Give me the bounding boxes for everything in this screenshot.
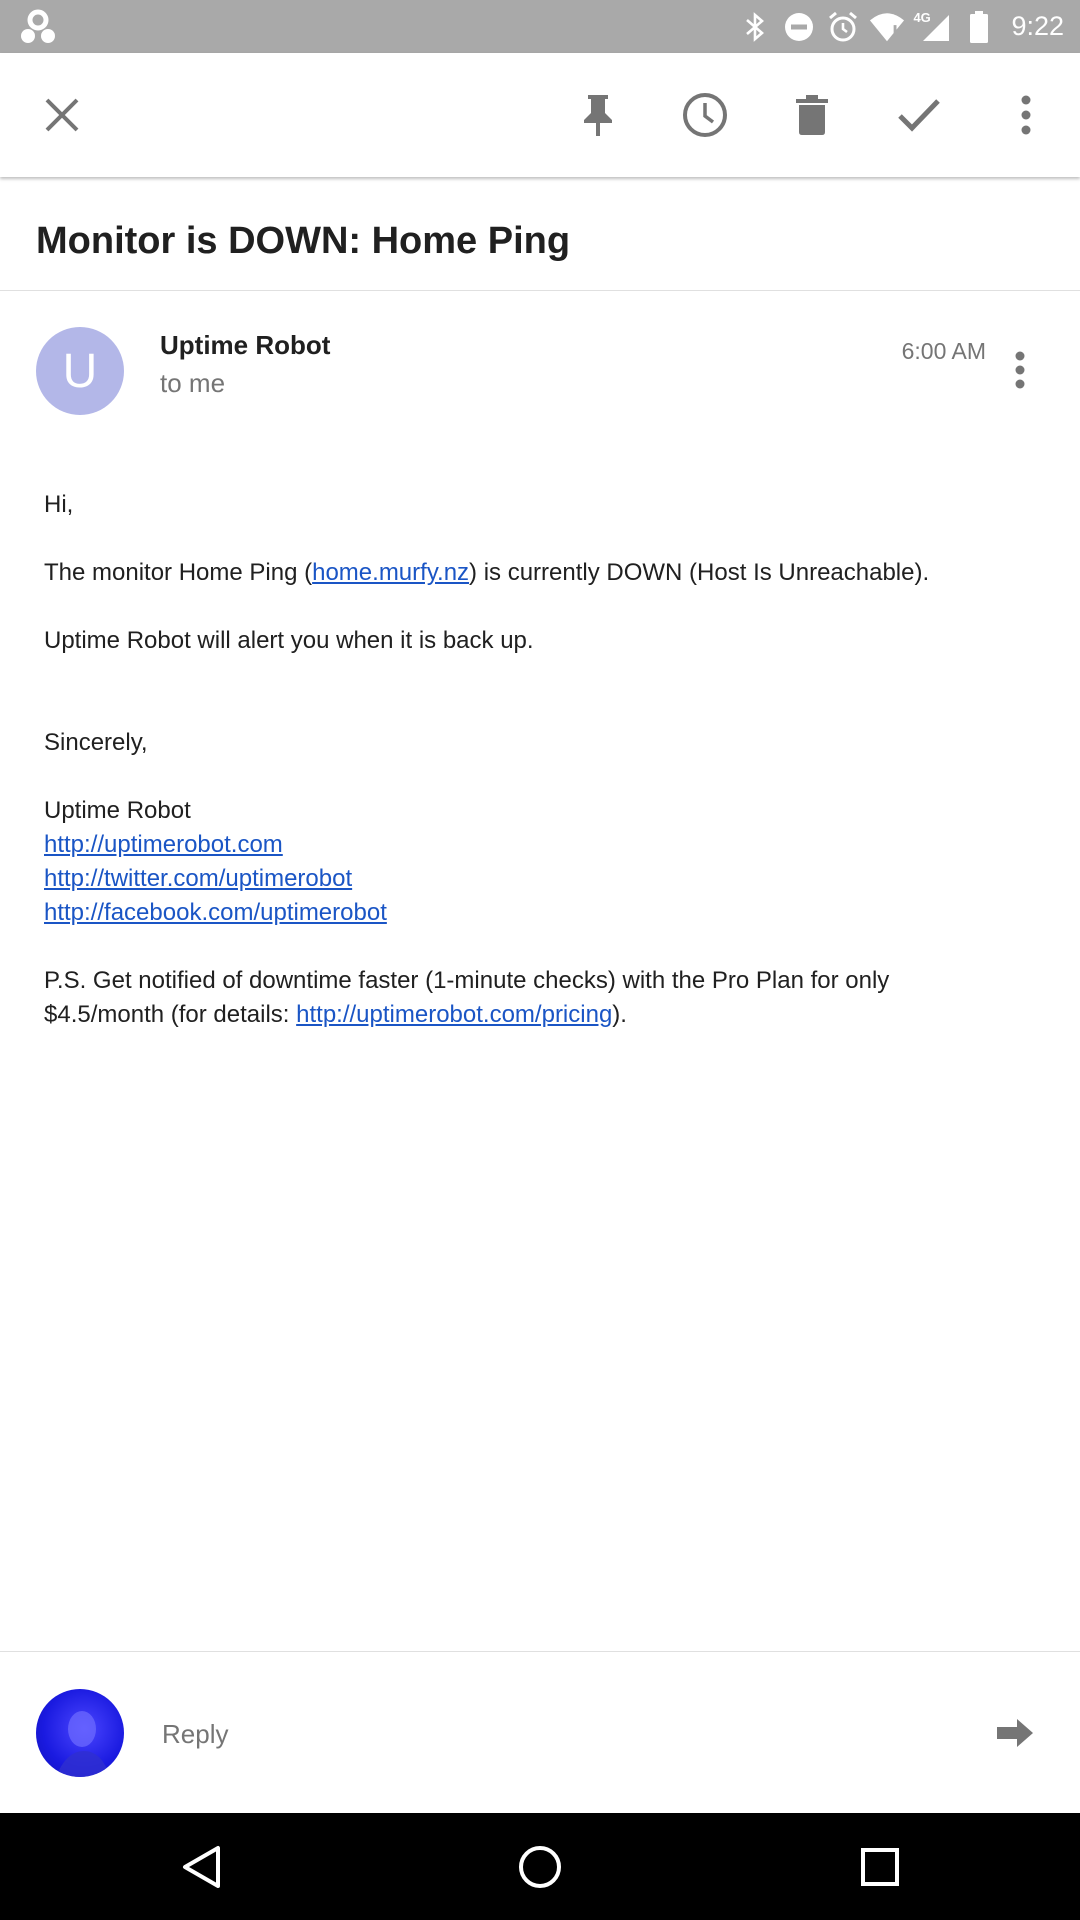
delete-button[interactable] bbox=[780, 83, 844, 147]
delete-icon bbox=[794, 94, 830, 136]
system-nav-bar bbox=[0, 1813, 1080, 1920]
facebook-link[interactable]: http://facebook.com/uptimerobot bbox=[44, 899, 387, 926]
close-icon bbox=[44, 97, 80, 133]
ps-line-1: P.S. Get notified of downtime faster (1-minute checks) with the Pro Plan for only bbox=[44, 967, 890, 994]
recipient-label[interactable]: to me bbox=[160, 368, 226, 398]
ps-line-2 bbox=[44, 998, 1044, 1032]
sender-avatar[interactable]: U bbox=[36, 327, 124, 415]
battery-icon bbox=[961, 9, 997, 45]
status-line-suffix: ) is currently DOWN (Host Is Unreachable). bbox=[469, 559, 930, 586]
status-bar bbox=[0, 0, 1080, 53]
website-link[interactable]: http://uptimerobot.com bbox=[44, 831, 283, 858]
nav-home-button[interactable] bbox=[510, 1837, 570, 1897]
more-vert-icon bbox=[1014, 351, 1026, 389]
mark-done-button[interactable] bbox=[887, 83, 951, 147]
email-body bbox=[44, 488, 1044, 1032]
email-subject: Monitor is DOWN: Home Ping bbox=[36, 220, 571, 262]
status-line-prefix: The monitor Home Ping ( bbox=[44, 559, 313, 586]
alert-line: Uptime Robot will alert you when it is back up. bbox=[44, 627, 534, 654]
snooze-clock-icon bbox=[682, 92, 728, 138]
closing: Sincerely, bbox=[44, 729, 148, 756]
snooze-button[interactable] bbox=[673, 83, 737, 147]
close-button[interactable] bbox=[30, 83, 94, 147]
reply-bar bbox=[0, 1651, 1080, 1814]
more-options-button[interactable] bbox=[994, 83, 1058, 147]
app-notification-icon bbox=[18, 8, 58, 46]
monitor-host-link[interactable]: home.murfy.nz bbox=[312, 559, 470, 586]
greeting: Hi, bbox=[44, 491, 74, 518]
home-circle-icon bbox=[517, 1844, 563, 1890]
done-check-icon bbox=[897, 97, 941, 133]
twitter-link[interactable]: http://twitter.com/uptimerobot bbox=[44, 865, 353, 892]
alarm-icon bbox=[825, 9, 861, 45]
ps-line-2-prefix: $4.5/month (for details: bbox=[44, 1001, 297, 1028]
pricing-link[interactable]: http://uptimerobot.com/pricing bbox=[296, 1001, 613, 1028]
signature-name: Uptime Robot bbox=[44, 797, 191, 824]
status-clock: 9:22 bbox=[1011, 11, 1064, 41]
reply-input[interactable] bbox=[160, 1708, 924, 1760]
send-reply-button[interactable] bbox=[990, 1708, 1040, 1758]
do-not-disturb-icon bbox=[781, 9, 817, 45]
more-vert-icon bbox=[1020, 95, 1032, 135]
nav-recents-button[interactable] bbox=[850, 1837, 910, 1897]
recents-square-icon bbox=[860, 1847, 900, 1887]
network-type-label: 4G bbox=[913, 9, 931, 25]
pin-button[interactable] bbox=[566, 83, 630, 147]
sender-name[interactable]: Uptime Robot bbox=[160, 330, 331, 360]
subject-row bbox=[0, 180, 1080, 291]
status-line bbox=[44, 556, 1044, 590]
top-toolbar bbox=[0, 53, 1080, 177]
ps-line-2-suffix: ). bbox=[612, 1001, 627, 1028]
message-more-button[interactable] bbox=[1000, 345, 1040, 395]
bluetooth-icon bbox=[737, 9, 773, 45]
user-avatar[interactable] bbox=[36, 1689, 124, 1777]
send-arrow-icon bbox=[995, 1717, 1035, 1749]
cell-signal-icon bbox=[913, 9, 953, 45]
back-triangle-icon bbox=[180, 1844, 224, 1890]
pin-icon bbox=[580, 93, 616, 137]
nav-back-button[interactable] bbox=[172, 1837, 232, 1897]
wifi-icon bbox=[869, 9, 905, 45]
message-time: 6:00 AM bbox=[901, 338, 986, 364]
